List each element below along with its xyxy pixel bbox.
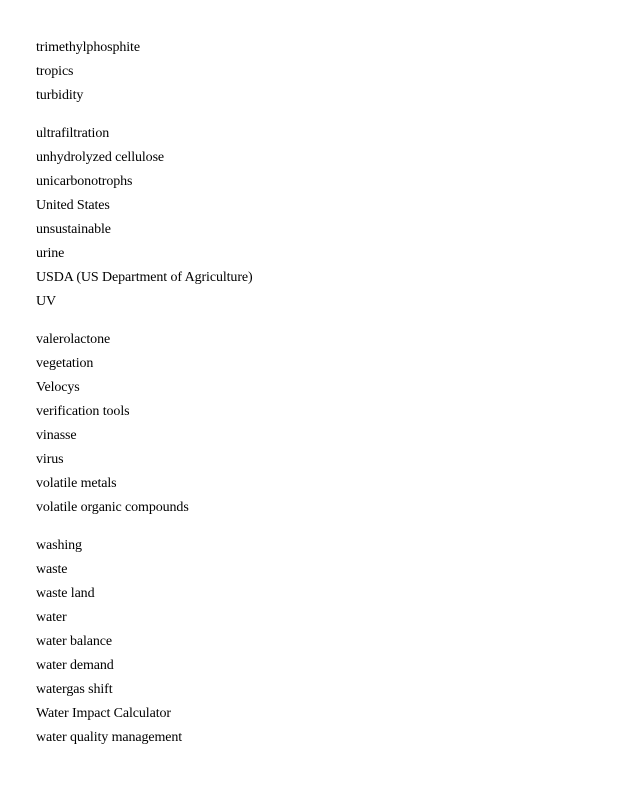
index-entry: virus [36,452,64,467]
index-group-w [36,534,253,750]
index-entry: unhydrolyzed cellulose [36,150,165,165]
index-entry: volatile organic compounds [36,500,189,515]
index-entry: unsustainable [36,222,111,237]
index-entry: waste land [36,586,95,601]
index-list [36,36,253,764]
index-entry: trimethylphosphite [36,40,140,55]
index-entry: Velocys [36,380,80,395]
index-entry: United States [36,198,110,213]
index-entry: water demand [36,658,114,673]
index-entry: water quality management [36,730,183,745]
index-entry: vegetation [36,356,94,371]
index-entry: waste [36,562,68,577]
index-entry: turbidity [36,88,84,103]
index-entry: washing [36,538,82,553]
index-entry: watergas shift [36,682,113,697]
index-entry: valerolactone [36,332,111,347]
index-group-t [36,36,253,108]
index-group-u [36,122,253,314]
index-entry: ultrafiltration [36,126,110,141]
index-entry: vinasse [36,428,77,443]
index-entry: urine [36,246,65,261]
index-entry: water balance [36,634,113,649]
index-group-v [36,328,253,520]
index-entry: water [36,610,67,625]
index-entry: USDA (US Department of Agriculture) [36,270,253,285]
index-entry: unicarbonotrophs [36,174,133,189]
index-entry: UV [36,294,57,309]
index-entry: tropics [36,64,74,79]
index-entry: volatile metals [36,476,117,491]
index-entry: Water Impact Calculator [36,706,171,721]
index-entry: verification tools [36,404,130,419]
